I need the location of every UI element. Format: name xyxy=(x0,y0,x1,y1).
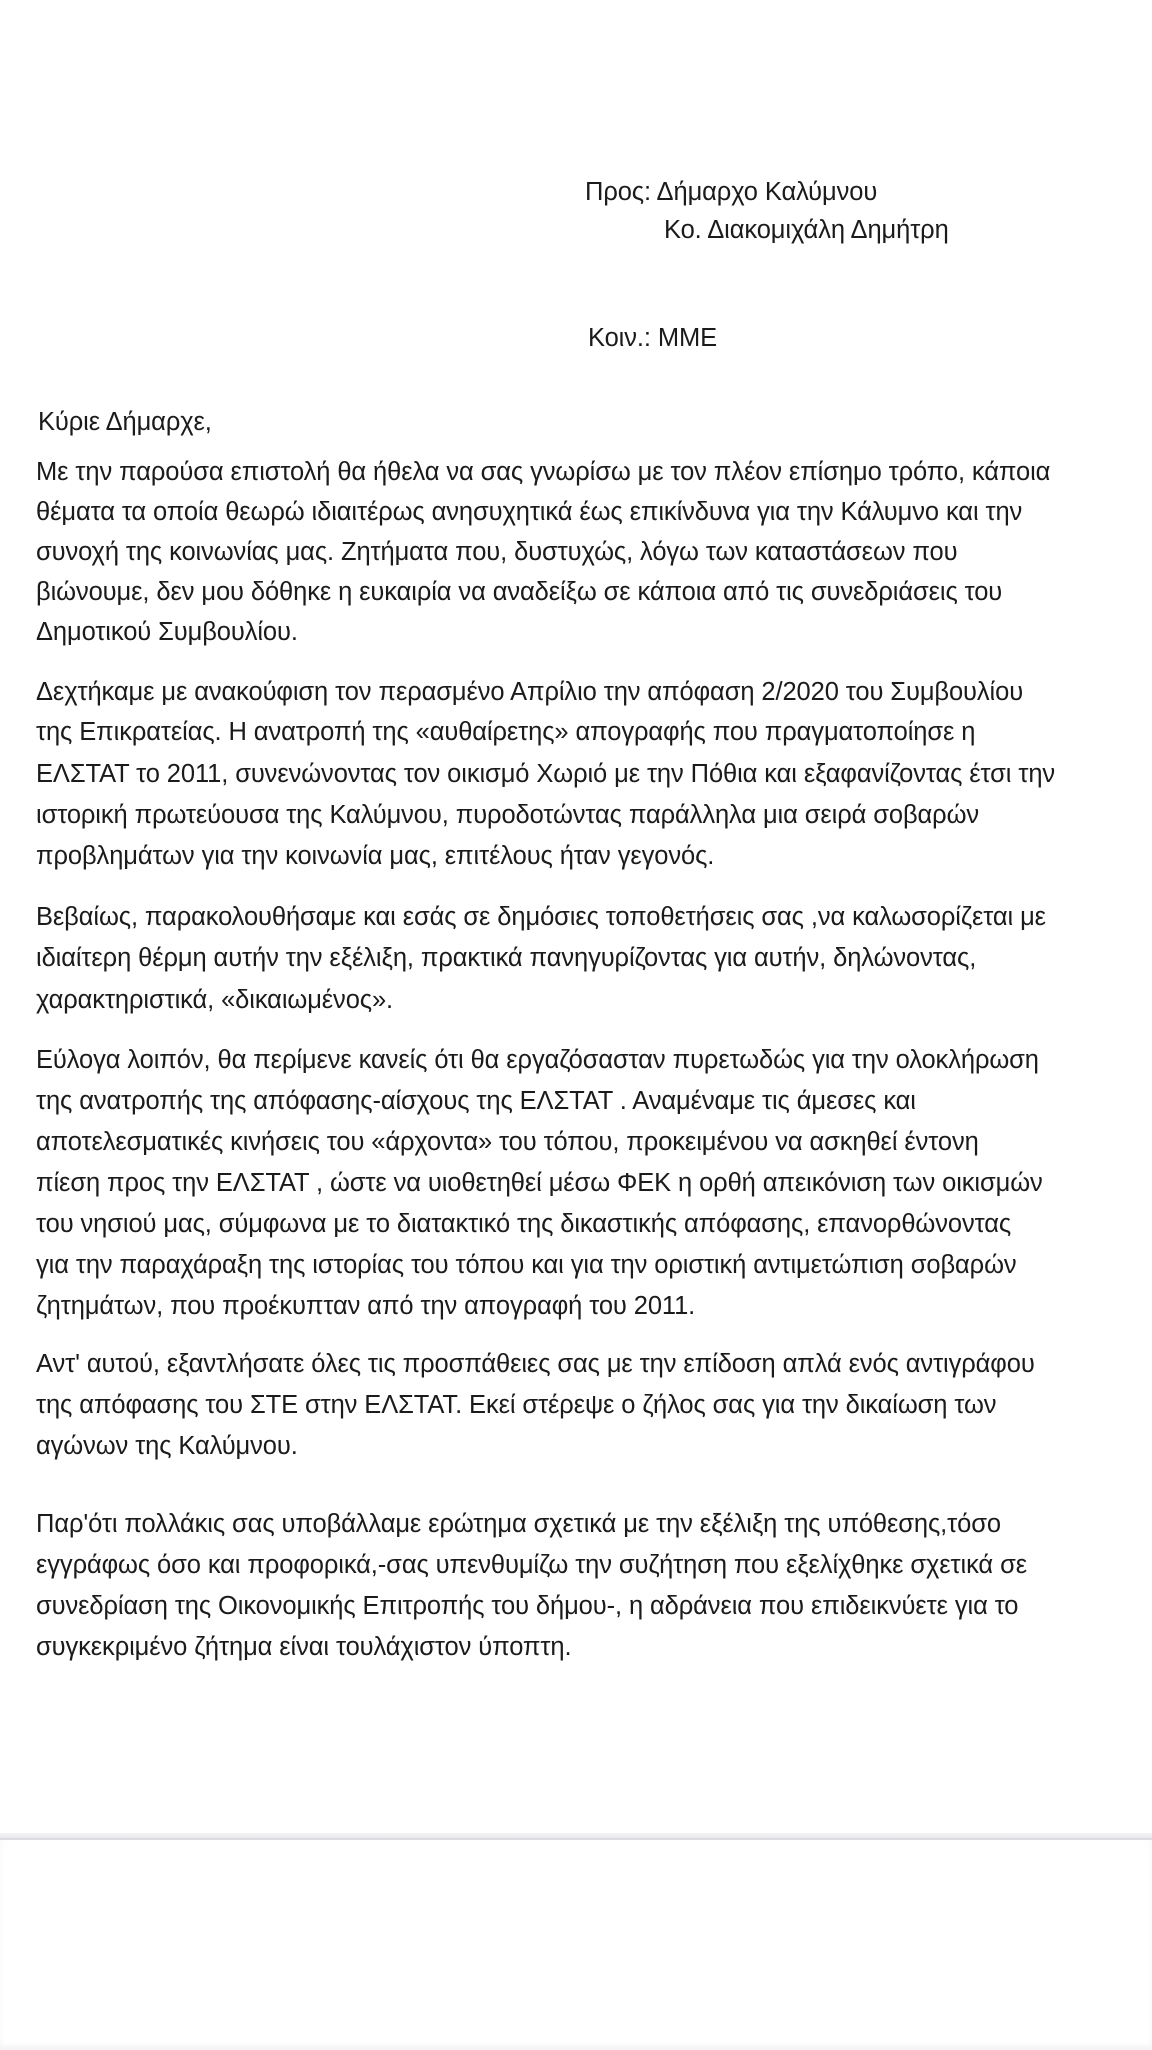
paragraph-4-line-3: αποτελεσματικές κινήσεις του «άρχοντα» του τόπου, προκειμένου να ασκηθεί έντονη xyxy=(36,1128,979,1156)
paragraph-2-line-1: Δεχτήκαμε με ανακούφιση τον περασμένο Απρίλιο την απόφαση 2/2020 του Συμβουλίου xyxy=(36,678,1024,706)
paragraph-1-line-4: βιώνουμε, δεν μου δόθηκε η ευκαιρία να αναδείξω σε κάποια από τις συνεδριάσεις του xyxy=(36,578,1003,606)
paragraph-1-line-5: Δημοτικού Συμβουλίου. xyxy=(36,618,298,646)
recipient-line-2: Κο. Διακομιχάλη Δημήτρη xyxy=(664,216,949,244)
paragraph-6-line-4: συγκεκριμένο ζήτημα είναι τουλάχιστον ύποπτη. xyxy=(36,1633,572,1661)
paragraph-5-line-1: Αντ' αυτού, εξαντλήσατε όλες τις προσπάθειες σας με την επίδοση απλά ενός αντιγράφου xyxy=(36,1350,1035,1378)
paragraph-1-line-2: θέματα τα οποία θεωρώ ιδιαιτέρως ανησυχητικά έως επικίνδυνα για την Κάλυμνο και την xyxy=(36,498,1023,526)
salutation: Κύριε Δήμαρχε, xyxy=(38,408,212,436)
paragraph-5-line-3: αγώνων της Καλύμνου. xyxy=(36,1432,298,1460)
paragraph-2-line-4: ιστορική πρωτεύουσα της Καλύμνου, πυροδοτώντας παράλληλα μια σειρά σοβαρών xyxy=(36,801,980,829)
paragraph-6-line-2: εγγράφως όσο και προφορικά,-σας υπενθυμίζω την συζήτηση που εξελίχθηκε σχετικά σε xyxy=(36,1551,1027,1579)
paragraph-6-line-3: συνεδρίαση της Οικονομικής Επιτροπής του δήμου-, η αδράνεια που επιδεικνύετε για το xyxy=(36,1592,1019,1620)
paragraph-4-line-7: ζητημάτων, που προέκυπταν από την απογραφή του 2011. xyxy=(36,1292,696,1320)
recipient-line-1: Προς: Δήμαρχο Καλύμνου xyxy=(585,178,878,206)
paragraph-2-line-3: ΕΛΣΤΑΤ το 2011, συνενώνοντας τον οικισμό Χωριό με την Πόθια και εξαφανίζοντας έτσι την xyxy=(36,760,1056,788)
paragraph-4-line-1: Εύλογα λοιπόν, θα περίμενε κανείς ότι θα εργαζόσασταν πυρετωδώς για την ολοκλήρωση xyxy=(36,1046,1039,1074)
paragraph-3-line-1: Βεβαίως, παρακολουθήσαμε και εσάς σε δημόσιες τοποθετήσεις σας ,να καλωσορίζεται με xyxy=(36,903,1046,931)
blank-area xyxy=(0,1838,1152,2050)
paragraph-2-line-2: της Επικρατείας. Η ανατροπή της «αυθαίρετης» απογραφής που πραγματοποίησε η xyxy=(36,718,976,746)
paragraph-3-line-3: χαρακτηριστικά, «δικαιωμένος». xyxy=(36,986,394,1014)
paragraph-3-line-2: ιδιαίτερη θέρμη αυτήν την εξέλιξη, πρακτικά πανηγυρίζοντας για αυτήν, δηλώνοντας, xyxy=(36,944,977,972)
paragraph-1-line-3: συνοχή της κοινωνίας μας. Ζητήματα που, δυστυχώς, λόγω των καταστάσεων που xyxy=(36,538,958,566)
paragraph-2-line-5: προβλημάτων για την κοινωνία μας, επιτέλους ήταν γεγονός. xyxy=(36,842,715,870)
paragraph-4-line-6: για την παραχάραξη της ιστορίας του τόπου και για την οριστική αντιμετώπιση σοβαρών xyxy=(36,1251,1017,1279)
paragraph-4-line-4: πίεση προς την ΕΛΣΤΑΤ , ώστε να υιοθετηθεί μέσω ΦΕΚ η ορθή απεικόνιση των οικισμών xyxy=(36,1169,1043,1197)
paragraph-5-line-2: της απόφασης του ΣΤΕ στην ΕΛΣΤΑΤ. Εκεί στέρεψε ο ζήλος σας για την δικαίωση των xyxy=(36,1391,997,1419)
paragraph-4-line-2: της ανατροπής της απόφασης-αίσχους της ΕΛΣΤΑΤ . Αναμέναμε τις άμεσες και xyxy=(36,1087,916,1115)
paragraph-4-line-5: του νησιού μας, σύμφωνα με το διατακτικό της δικαστικής απόφασης, επανορθώνοντας xyxy=(36,1210,1012,1238)
paragraph-6-line-1: Παρ'ότι πολλάκις σας υποβάλλαμε ερώτημα σχετικά με την εξέλιξη της υπόθεσης,τόσο xyxy=(36,1510,1001,1538)
paragraph-1-line-1: Με την παρούσα επιστολή θα ήθελα να σας γνωρίσω με τον πλέον επίσημο τρόπο, κάποια xyxy=(36,458,1051,486)
cc-line: Κοιν.: ΜΜΕ xyxy=(588,324,718,352)
